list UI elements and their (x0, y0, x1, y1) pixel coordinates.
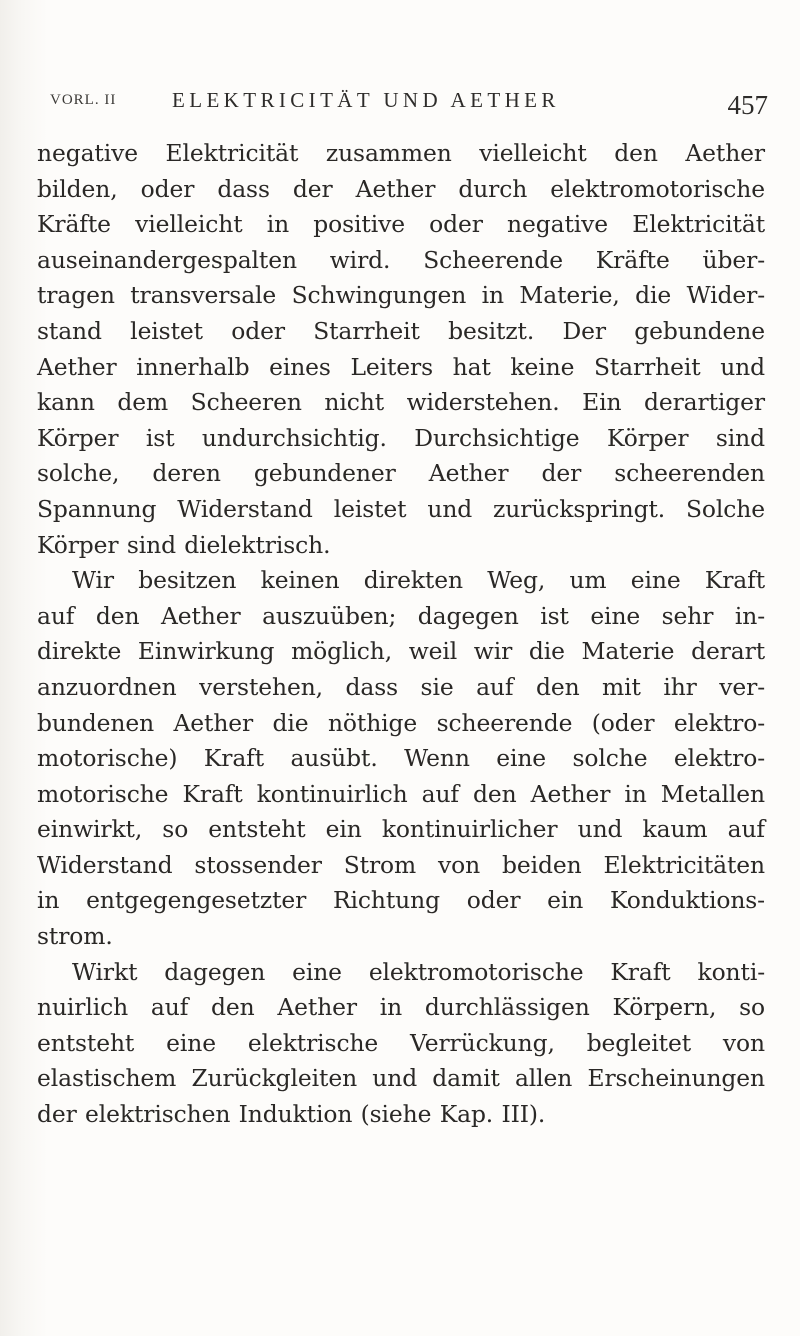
text-line: der elektrischen Induktion (siehe Kap. III). (37, 1100, 546, 1129)
text-line: strom. (37, 922, 113, 951)
text-line: anzuordnen verstehen, dass sie auf den mit ihr ver- (37, 672, 765, 701)
text-line: tragen transversale Schwingungen in Materie, die Wider- (37, 281, 765, 310)
text-line: Kräfte vielleicht in positive oder negative Elektricität (37, 210, 765, 239)
text-line: auf den Aether auszuüben; dagegen ist eine sehr in- (37, 601, 765, 630)
text-line: in entgegengesetzter Richtung oder ein Konduktions- (37, 886, 765, 915)
text-line: einwirkt, so entsteht ein kontinuirlicher und kaum auf (37, 815, 765, 844)
text-line: stand leistet oder Starrheit besitzt. Der gebundene (37, 316, 765, 345)
text-line: Körper ist undurchsichtig. Durchsichtige Körper sind (37, 423, 765, 452)
running-title: ELEKTRICITÄT UND AETHER (172, 88, 560, 112)
text-line: solche, deren gebundener Aether der scheerenden (37, 459, 765, 488)
text-line: Wir besitzen keinen direkten Weg, um eine Kraft (72, 566, 765, 595)
text-line: Körper sind dielektrisch. (37, 530, 331, 559)
running-head (50, 88, 768, 118)
text-line: entsteht eine elektrische Verrückung, begleitet von (37, 1028, 765, 1057)
lecture-label: VORL. II (50, 92, 117, 108)
text-line: motorische Kraft kontinuirlich auf den Aether in Metallen (37, 779, 765, 808)
text-line: bilden, oder dass der Aether durch elektromotorische (37, 174, 765, 203)
text-line: Aether innerhalb eines Leiters hat keine Starrheit und (37, 352, 765, 381)
text-line: negative Elektricität zusammen vielleicht den Aether (37, 139, 765, 167)
text-line: auseinandergespalten wird. Scheerende Kräfte über- (37, 245, 765, 274)
text-line: Widerstand stossender Strom von beiden Elektricitäten (37, 850, 765, 879)
body-text (37, 136, 765, 1133)
text-line: direkte Einwirkung möglich, weil wir die Materie derart (37, 637, 765, 666)
text-line: elastischem Zurückgleiten und damit allen Erscheinungen (37, 1064, 765, 1093)
text-line: motorische) Kraft ausübt. Wenn eine solche elektro- (37, 744, 765, 773)
text-line: kann dem Scheeren nicht widerstehen. Ein derartiger (37, 388, 765, 417)
text-line: bundenen Aether die nöthige scheerende (oder elektro- (37, 708, 765, 737)
page-number: 457 (727, 90, 768, 120)
text-line: Wirkt dagegen eine elektromotorische Kraft konti- (72, 957, 765, 986)
text-line: nuirlich auf den Aether in durchlässigen Körpern, so (37, 993, 765, 1022)
text-line: Spannung Widerstand leistet und zurückspringt. Solche (37, 494, 765, 523)
